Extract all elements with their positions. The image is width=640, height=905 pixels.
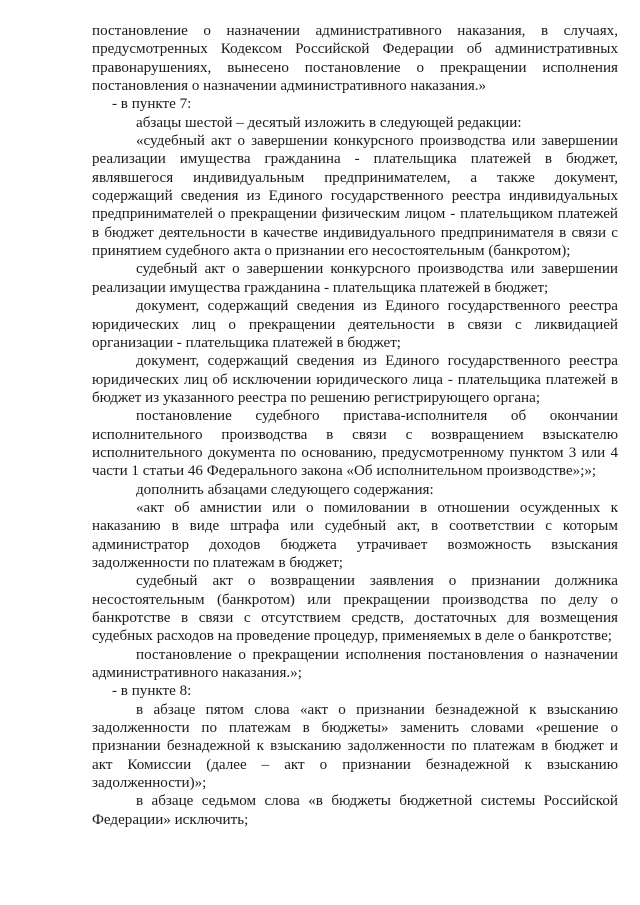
paragraph: «судебный акт о завершении конкурсного производства или завершении реализации имущества гражданина - плательщика платежей в бюджет, являвшегося индивидуальным предпринимателем, а также документ, содержащий сведения из Единого государственного реестра индивидуальных предпринимателей о прекращении физическим лицом - плательщиком платежей в бюджет деятельности в качестве индивидуального предпринимателя в связи с принятием судебного акта о признании его несостоятельным (банкротом); bbox=[92, 133, 618, 260]
paragraph: дополнить абзацами следующего содержания: bbox=[136, 481, 434, 498]
paragraph-item-8: - в пункте 8: bbox=[112, 683, 192, 700]
paragraph: постановление судебного пристава-исполнителя об окончании исполнительного производства в связи с возвращением взыскателю исполнительного документа по основанию, предусмотренному пунктом 3 или 4 части 1 статьи 46 Федерального закона «Об исполнительном производстве»;»; bbox=[92, 408, 618, 480]
paragraph: постановление о прекращении исполнения постановления о назначении административного наказания.»; bbox=[92, 646, 618, 682]
paragraph: документ, содержащий сведения из Единого государственного реестра юридических лиц о прекращении деятельности в связи с ликвидацией организации - плательщика платежей в бюджет; bbox=[92, 298, 618, 351]
paragraph: документ, содержащий сведения из Единого государственного реестра юридических лиц об исключении юридического лица - плательщика платежей в бюджет из указанного реестра по решению регистрирующего органа; bbox=[92, 353, 618, 406]
paragraph: «акт об амнистии или о помиловании в отношении осужденных к наказанию в виде штрафа или судебный акт, в соответствии с которым администратор доходов бюджета утрачивает возможность взыскания задолженности по платежам в бюджет; bbox=[92, 499, 618, 571]
paragraph: в абзаце пятом слова «акт о признании безнадежной к взысканию задолженности по платежам в бюджеты» заменить словами «решение о признании безнадежной к взысканию задолженности по платежам в бюджет и акт Комиссии (далее – акт о признании безнадежной к взысканию задолженности)»; bbox=[92, 701, 618, 792]
paragraph-item-7: - в пункте 7: bbox=[112, 96, 192, 113]
paragraph: судебный акт о завершении конкурсного производства или завершении реализации имущества гражданина - плательщика платежей в бюджет; bbox=[92, 261, 618, 296]
paragraph: судебный акт о возвращении заявления о признании должника несостоятельным (банкротом) или прекращении производства по делу о банкротстве в связи с отсутствием средств, достаточных для возмещения судебных расходов на проведение процедур, применяемых в деле о банкротстве; bbox=[92, 573, 618, 645]
document-page bbox=[92, 22, 618, 829]
paragraph: в абзаце седьмом слова «в бюджеты бюджетной системы Российской Федерации» исключить; bbox=[92, 793, 618, 828]
paragraph: абзацы шестой – десятый изложить в следующей редакции: bbox=[136, 114, 522, 131]
paragraph-continuation: постановление о назначении административного наказания, в случаях, предусмотренных Кодексом Российской Федерации об административных правонарушениях, вынесено постановление о прекращении исполнения постановления о назначении административного наказания.» bbox=[92, 23, 618, 95]
